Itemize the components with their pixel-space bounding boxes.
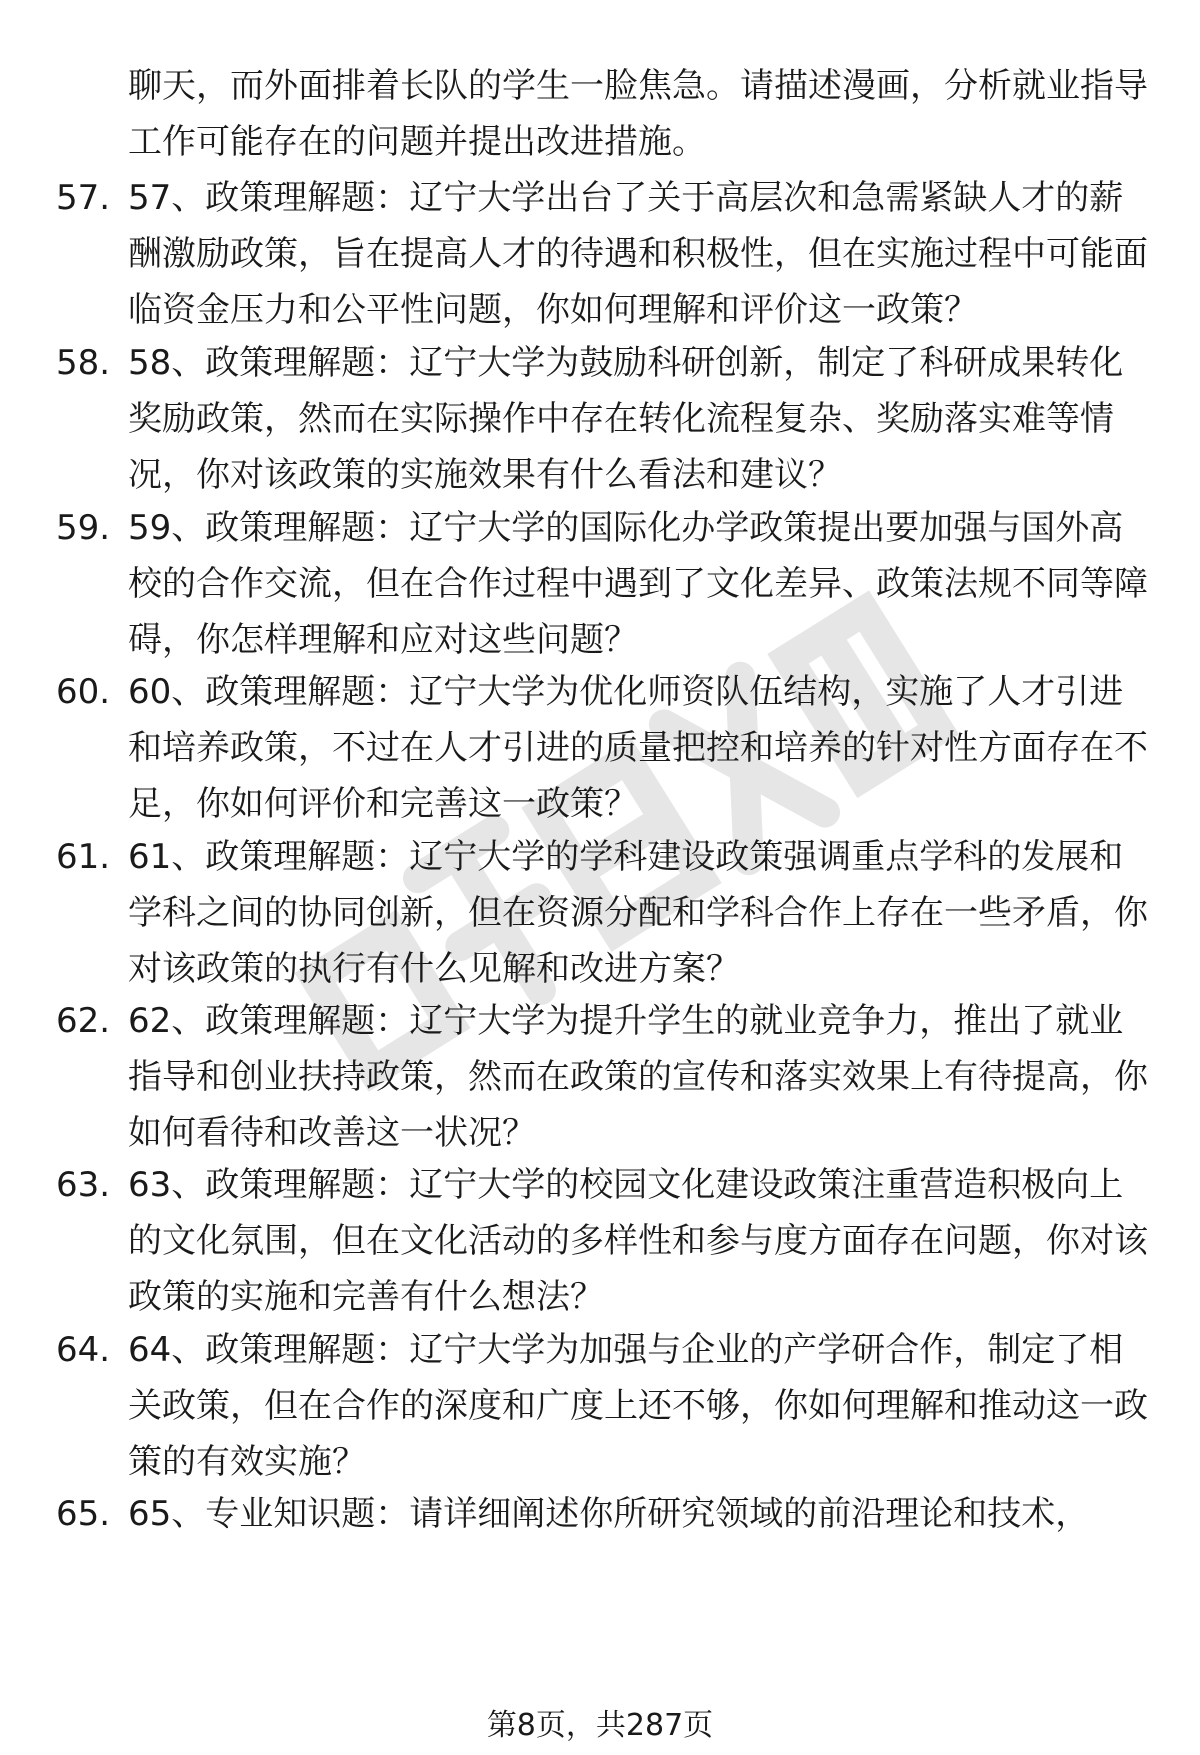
question-number: 61. <box>56 837 111 877</box>
question-text: 60、政策理解题：辽宁大学为优化师资队伍结构，实施了人才引进和培养政策，不过在人才引进的质量把控和培养的针对性方面存在不足，你如何评价和完善这一政策？ <box>128 672 1148 824</box>
question-text: 58、政策理解题：辽宁大学为鼓励科研创新，制定了科研成果转化奖励政策，然而在实际操作中存在转化流程复杂、奖励落实难等情况，你对该政策的实施效果有什么看法和建议？ <box>128 343 1124 495</box>
question-number: 62. <box>56 1001 111 1041</box>
question-text: 61、政策理解题：辽宁大学的学科建设政策强调重点学科的发展和学科之间的协同创新，但在资源分配和学科合作上存在一些矛盾，你对该政策的执行有什么见解和改进方案？ <box>128 837 1148 989</box>
question-text: 65、专业知识题：请详细阐述你所研究领域的前沿理论和技术， <box>128 1494 1090 1534</box>
question-text: 57、政策理解题：辽宁大学出台了关于高层次和急需紧缺人才的薪酬激励政策，旨在提高人才的待遇和积极性，但在实施过程中可能面临资金压力和公平性问题，你如何理解和评价这一政策？ <box>128 178 1148 330</box>
question-number: 58. <box>56 343 111 383</box>
question-text: 63、政策理解题：辽宁大学的校园文化建设政策注重营造积极向上的文化氛围，但在文化活动的多样性和参与度方面存在问题，你对该政策的实施和完善有什么想法？ <box>128 1165 1148 1317</box>
question-number: 57. <box>56 178 111 218</box>
question-text: 62、政策理解题：辽宁大学为提升学生的就业竞争力，推出了就业指导和创业扶持政策，然而在政策的宣传和落实效果上有待提高，你如何看待和改善这一状况？ <box>128 1001 1148 1153</box>
question-number: 60. <box>56 672 111 712</box>
page-footer: 第8页，共287页 <box>486 1708 714 1743</box>
continued-question-text: 聊天，而外面排着长队的学生一脸焦急。请描述漫画，分析就业指导工作可能存在的问题并提出改进措施。 <box>128 66 1148 162</box>
question-number: 59. <box>56 508 111 548</box>
question-number: 65. <box>56 1494 111 1534</box>
question-text: 59、政策理解题：辽宁大学的国际化办学政策提出要加强与国外高校的合作交流，但在合作过程中遇到了文化差异、政策法规不同等障碍，你怎样理解和应对这些问题？ <box>128 508 1148 660</box>
question-number: 64. <box>56 1330 111 1370</box>
question-text: 64、政策理解题：辽宁大学为加强与企业的产学研合作，制定了相关政策，但在合作的深度和广度上还不够，你如何理解和推动这一政策的有效实施？ <box>128 1330 1148 1482</box>
question-number: 63. <box>56 1165 111 1205</box>
